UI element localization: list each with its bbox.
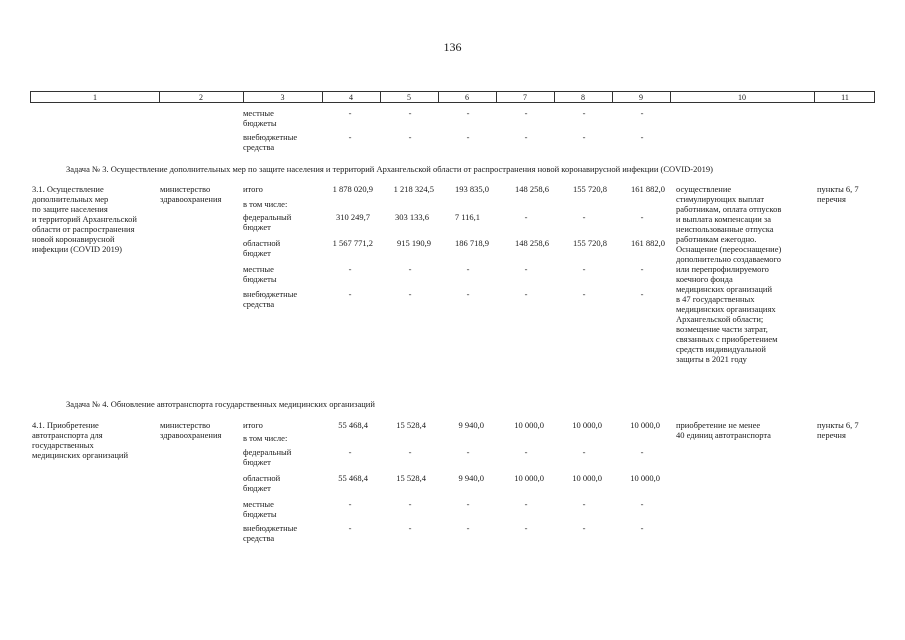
row-label: итого [243,184,263,194]
col-header-8: 8 [581,93,585,102]
value-cell: - [524,108,528,118]
value-cell: - [348,264,352,274]
task-title: Задача № 3. Осуществление дополнительных мер по защите населения и территорий Архангельской области от распространения новой коронавирусной инфекции (COVID-2019) [66,164,713,174]
value-cell: - [466,289,470,299]
row-label: местные бюджеты [243,264,277,284]
row-label: внебюджетные средства [243,289,298,309]
value-cell: 915 190,9 [397,238,431,248]
value-cell: 161 882,0 [631,184,665,194]
expected-result: осуществление стимулирующих выплат работникам, оплата отпусков и выплата компенсации за неиспользованные отпуска работникам ежегодно. Оснащение (переоснащение) дополнительно создаваемого или перепрофилируемого коечного фонда медицинских организаций в 47 государственных медицинских организациях Архангельской области; возмещение части затрат, связанных с приобретением средств индивидуальной защиты в 2021 году [676,184,782,364]
value-cell: - [640,523,644,533]
value-cell: 10 000,0 [630,473,660,483]
value-cell: - [408,264,412,274]
value-cell: 55 468,4 [338,420,368,430]
value-cell: 148 258,6 [515,238,549,248]
value-cell: 1 218 324,5 [393,184,434,194]
row-label: в том числе: [243,433,288,443]
value-cell: - [582,499,586,509]
col-header-4: 4 [349,93,353,102]
col-header-2: 2 [199,93,203,102]
value-cell: - [524,499,528,509]
value-cell: - [524,523,528,533]
value-cell: - [640,447,644,457]
value-cell: 15 528,4 [396,420,426,430]
value-cell: 155 720,8 [573,238,607,248]
value-cell: - [408,523,412,533]
value-cell: - [348,499,352,509]
value-cell: 10 000,0 [630,420,660,430]
value-cell: 15 528,4 [396,473,426,483]
value-cell: 303 133,6 [395,212,429,222]
col-header-7: 7 [523,93,527,102]
reference: пункты 6, 7 перечня [817,184,859,204]
value-cell: - [348,289,352,299]
measure-name: 4.1. Приобретение автотранспорта для государственных медицинских организаций [32,420,129,460]
value-cell: - [582,289,586,299]
executor: министерство здравоохранения [160,184,222,204]
value-cell: 193 835,0 [455,184,489,194]
value-cell: 1 567 771,2 [332,238,373,248]
col-header-11: 11 [841,93,849,102]
value-cell: - [408,447,412,457]
task-title: Задача № 4. Обновление автотранспорта государственных медицинских организаций [66,399,375,409]
value-cell: 161 882,0 [631,238,665,248]
value-cell: - [640,108,644,118]
row-label: внебюджетные средства [243,132,298,152]
value-cell: - [582,132,586,142]
expected-result: приобретение не менее 40 единиц автотранспорта [676,420,771,440]
value-cell: - [408,108,412,118]
value-cell: - [348,523,352,533]
row-label: федеральный бюджет [243,212,292,232]
value-cell: - [582,264,586,274]
value-cell: - [466,499,470,509]
value-cell: 1 878 020,9 [332,184,373,194]
value-cell: 148 258,6 [515,184,549,194]
row-label: внебюджетные средства [243,523,298,543]
value-cell: 310 249,7 [336,212,370,222]
value-cell: - [466,108,470,118]
row-label: итого [243,420,263,430]
value-cell: - [348,447,352,457]
row-label: областной бюджет [243,238,281,258]
value-cell: - [582,447,586,457]
value-cell: 10 000,0 [572,473,602,483]
value-cell: - [640,132,644,142]
value-cell: - [348,132,352,142]
value-cell: - [582,108,586,118]
value-cell: 7 116,1 [454,212,480,222]
value-cell: - [640,499,644,509]
value-cell: - [640,264,644,274]
reference: пункты 6, 7 перечня [817,420,859,440]
executor: министерство здравоохранения [160,420,222,440]
value-cell: 9 940,0 [458,473,484,483]
value-cell: - [466,447,470,457]
col-header-5: 5 [407,93,411,102]
value-cell: - [524,212,528,222]
value-cell: - [640,212,644,222]
row-label: местные бюджеты [243,108,277,128]
value-cell: 155 720,8 [573,184,607,194]
value-cell: - [524,289,528,299]
row-label: областной бюджет [243,473,281,493]
value-cell: - [408,289,412,299]
value-cell: - [466,132,470,142]
value-cell: - [466,523,470,533]
row-label: в том числе: [243,199,288,209]
value-cell: 55 468,4 [338,473,368,483]
col-header-9: 9 [639,93,643,102]
value-cell: - [582,523,586,533]
value-cell: 186 718,9 [455,238,489,248]
value-cell: - [348,108,352,118]
measure-name: 3.1. Осуществление дополнительных мер по защите населения и территорий Архангельской области от распространения новой коронавирусной инфекции (COVID 2019) [32,184,137,254]
row-label: местные бюджеты [243,499,277,519]
value-cell: 10 000,0 [572,420,602,430]
value-cell: - [582,212,586,222]
col-header-10: 10 [738,93,746,102]
table-header-row [30,91,875,103]
page-number: 136 [443,40,462,54]
col-header-3: 3 [280,93,285,102]
value-cell: 10 000,0 [514,473,544,483]
value-cell: - [524,447,528,457]
value-cell: - [640,289,644,299]
col-header-1: 1 [93,93,97,102]
value-cell: 9 940,0 [458,420,484,430]
value-cell: - [466,264,470,274]
value-cell: - [524,264,528,274]
value-cell: - [408,499,412,509]
row-label: федеральный бюджет [243,447,292,467]
value-cell: 10 000,0 [514,420,544,430]
col-header-6: 6 [465,93,469,102]
value-cell: - [408,132,412,142]
value-cell: - [524,132,528,142]
